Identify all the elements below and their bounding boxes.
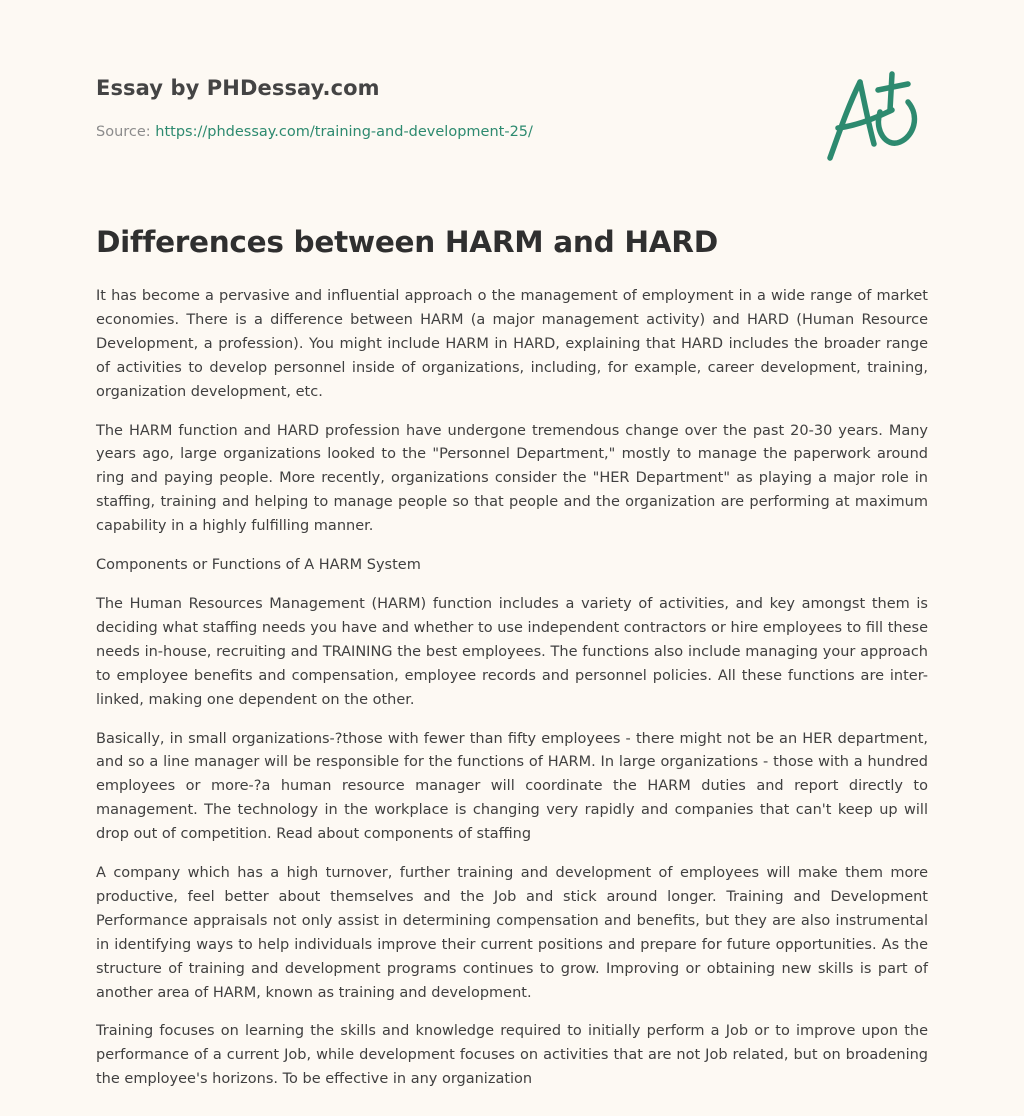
source-link[interactable]: https://phdessay.com/training-and-development-25/ bbox=[155, 124, 533, 140]
essay-paragraph: The HARM function and HARD profession have undergone tremendous change over the past 20-30 years. Many years ago, large organizations looked to the "Personnel Department," mostly to manage the paperwork around ring and paying people. More recently, organizations consider the "HER Department" as playing a major role in staffing, training and helping to manage people so that people and the organization are performing at maximum capability in a highly fulfilling manner. bbox=[96, 422, 928, 535]
source-line bbox=[96, 124, 533, 140]
essay-body bbox=[96, 285, 928, 1107]
essay-title: Differences between HARM and HARD bbox=[96, 225, 718, 259]
essay-paragraph: Training focuses on learning the skills and knowledge required to initially perform a Job or to improve upon the performance of a current Job, while development focuses on activities that are not Job related, but on broadening the employee's horizons. To be effective in any organization bbox=[96, 1023, 928, 1088]
essay-paragraph: A company which has a high turnover, further training and development of employees will make them more productive, feel better about themselves and the Job and stick around longer. Training and Development Performance appraisals not only assist in determining compensation and benefits, but they are also instrumental in identifying ways to help individuals improve their current positions and prepare for future opportunities. As the structure of training and development programs continues to grow. Improving or obtaining new skills is part of another area of HARM, known as training and development. bbox=[96, 865, 928, 1001]
a-plus-logo-icon bbox=[824, 66, 928, 166]
essay-paragraph: Basically, in small organizations-?those with fewer than fifty employees - there might not be an HER department, and so a line manager will be responsible for the functions of HARM. In large organizations - those with a hundred employees or more-?a human resource manager will coordinate the HARM duties and report directly to management. The technology in the workplace is changing very rapidly and companies that can't keep up will drop out of competition. Read about components of staffing bbox=[96, 730, 928, 843]
section-heading: Components or Functions of A HARM System bbox=[96, 557, 421, 574]
essay-paragraph: The Human Resources Management (HARM) function includes a variety of activities, and key amongst them is deciding what staffing needs you have and whether to use independent contractors or hire employees to fill these needs in-house, recruiting and TRAINING the best employees. The functions also include managing your approach to employee benefits and compensation, employee records and personnel policies. All these functions are inter-linked, making one dependent on the other. bbox=[96, 595, 928, 708]
site-brand: Essay by PHDessay.com bbox=[96, 76, 380, 100]
essay-paragraph: It has become a pervasive and influential approach o the management of employment in a wide range of market economies. There is a difference between HARM (a major management activity) and HARD (Human Resource Development, a profession). You might include HARM in HARD, explaining that HARD includes the broader range of activities to develop personnel inside of organizations, including, for example, career development, training, organization development, etc. bbox=[96, 288, 928, 400]
source-label: Source: bbox=[96, 124, 156, 140]
